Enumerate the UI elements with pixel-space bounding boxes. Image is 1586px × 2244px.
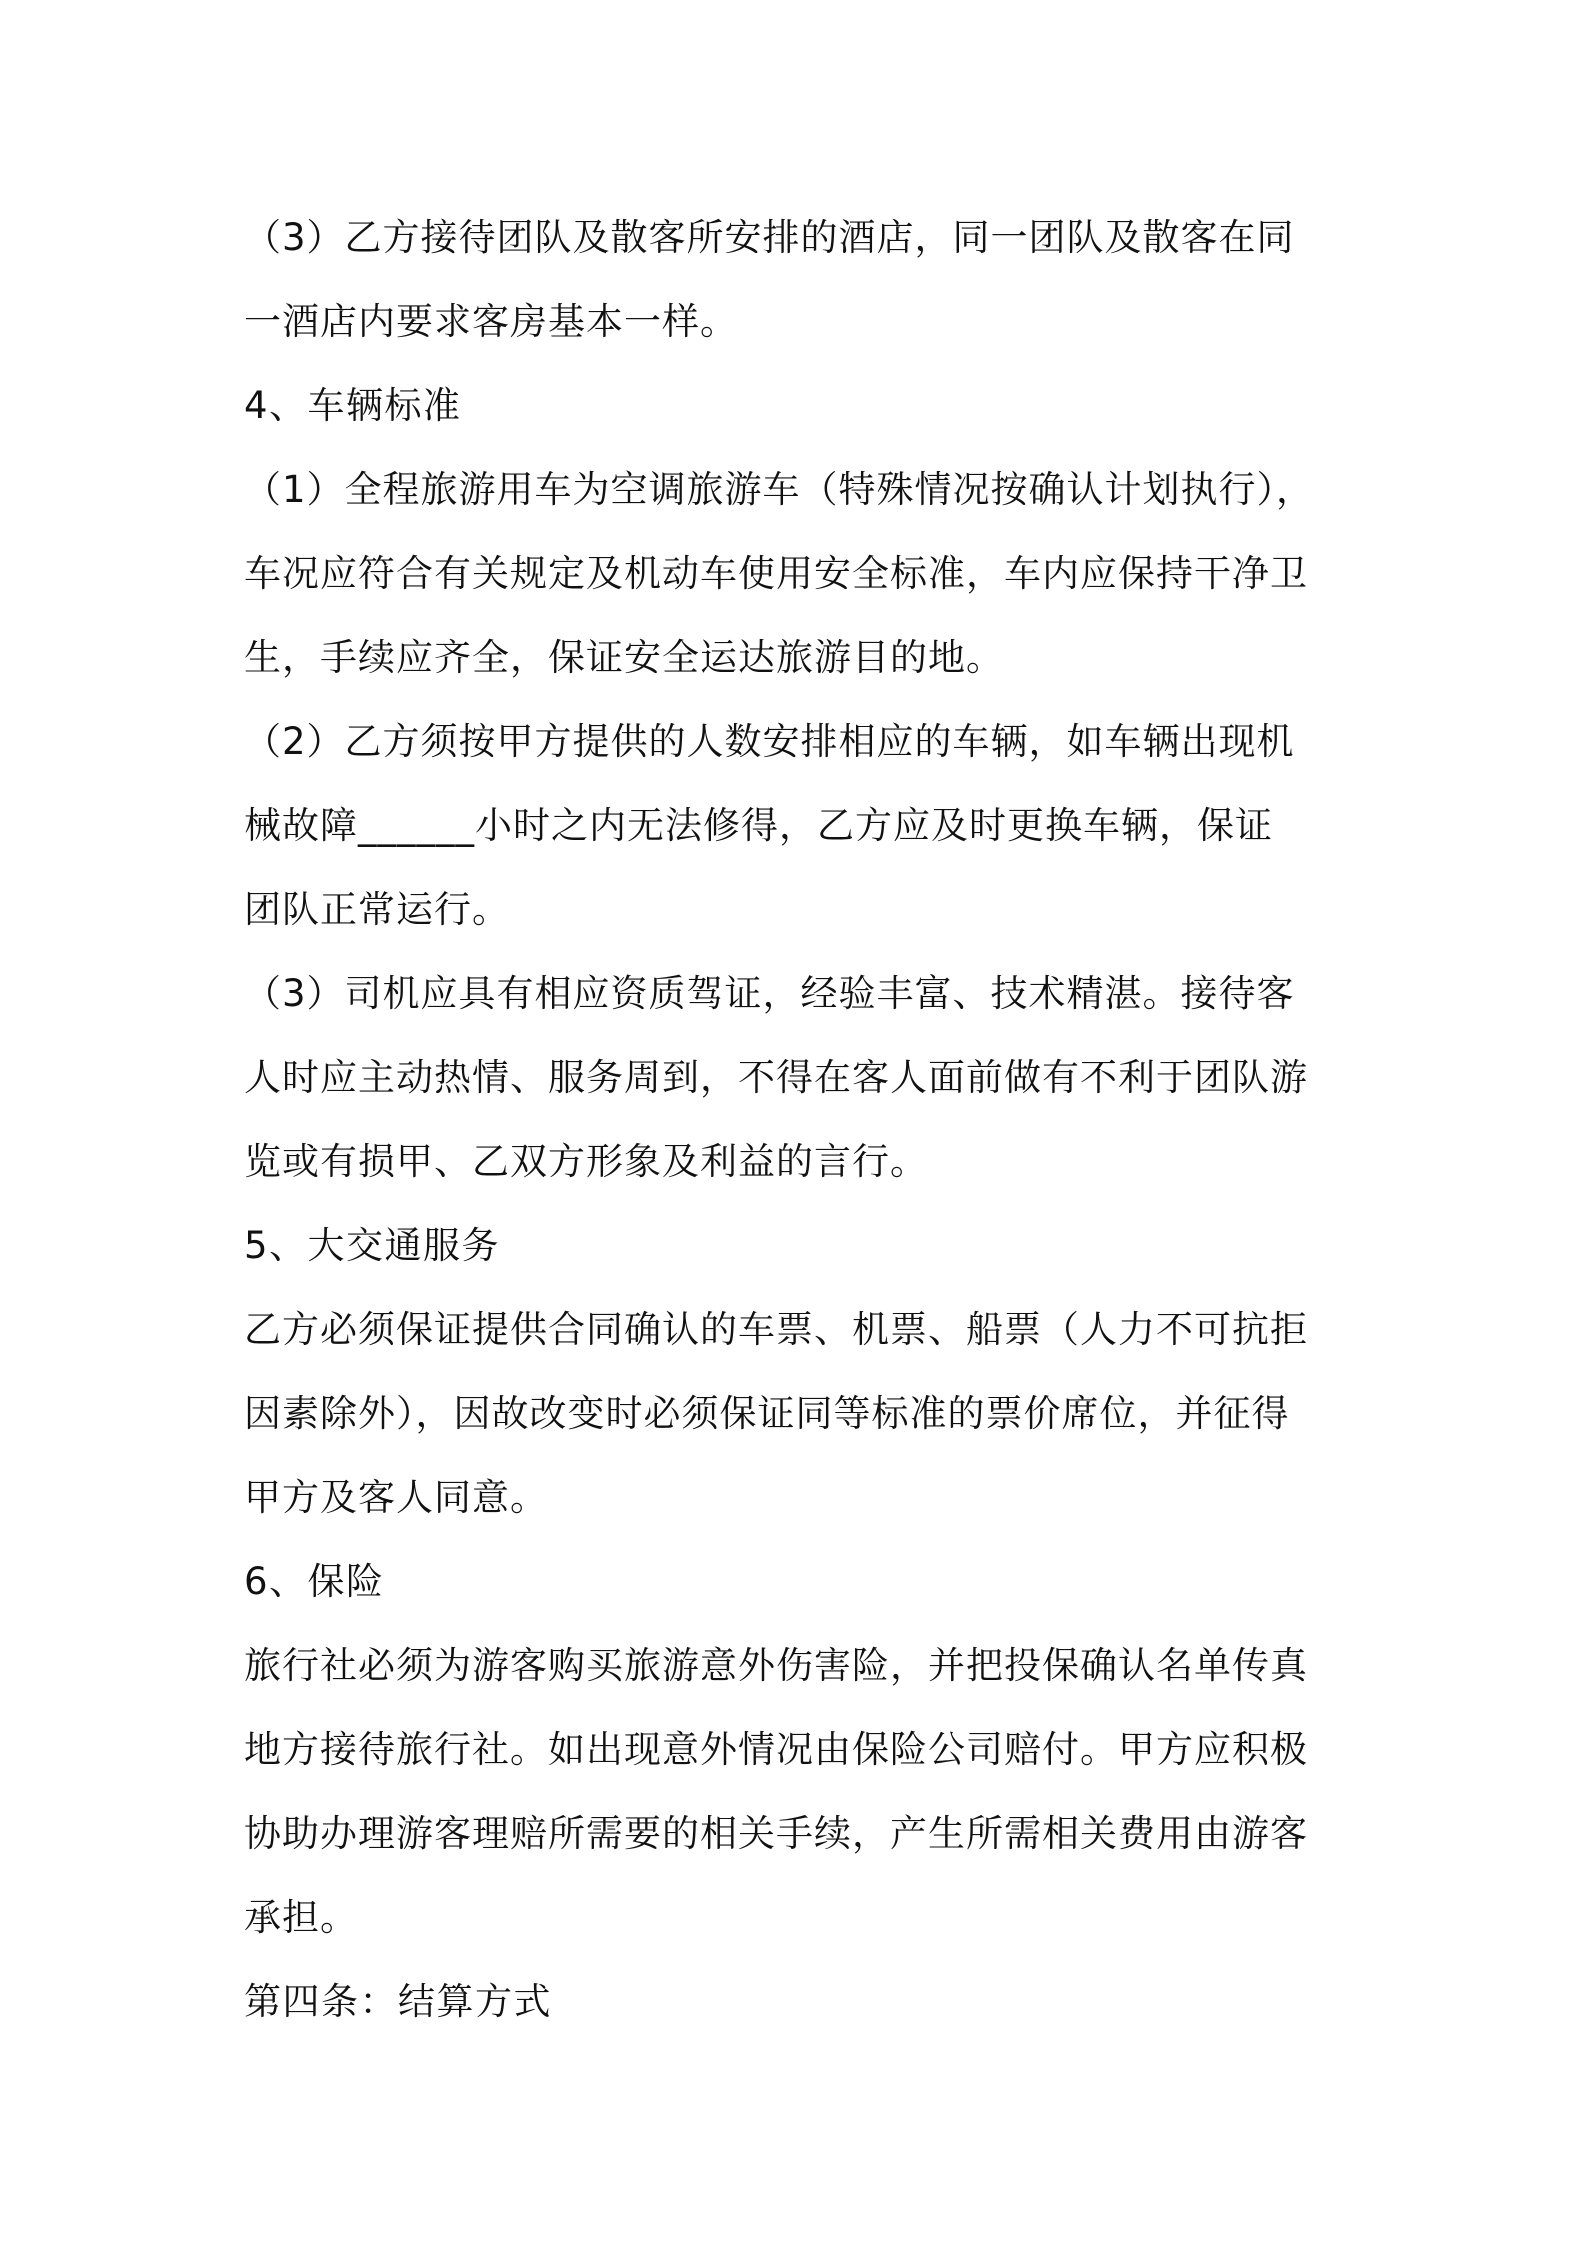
- paragraph-line: 生，手续应齐全，保证安全运达旅游目的地。: [244, 636, 1004, 679]
- paragraph-line: 一酒店内要求客房基本一样。: [244, 300, 738, 343]
- paragraph-line: 团队正常运行。: [244, 888, 510, 931]
- paragraph-line: （2）乙方须按甲方提供的人数安排相应的车辆，如车辆出现机: [244, 720, 1295, 763]
- section-heading: 6、保险: [244, 1560, 385, 1603]
- paragraph-line: 地方接待旅行社。如出现意外情况由保险公司赔付。甲方应积极: [244, 1728, 1308, 1771]
- document-page: [244, 196, 1354, 2044]
- paragraph-line: （3）乙方接待团队及散客所安排的酒店，同一团队及散客在同: [244, 216, 1295, 259]
- paragraph-line: 承担。: [244, 1896, 358, 1939]
- paragraph-line: （1）全程旅游用车为空调旅游车（特殊情况按确认计划执行），: [244, 468, 1315, 511]
- paragraph-line: 车况应符合有关规定及机动车使用安全标准，车内应保持干净卫: [244, 552, 1308, 595]
- paragraph-line: 乙方必须保证提供合同确认的车票、机票、船票（人力不可抗拒: [244, 1308, 1308, 1351]
- section-heading: 5、大交通服务: [244, 1224, 501, 1267]
- paragraph-line: 览或有损甲、乙双方形象及利益的言行。: [244, 1140, 928, 1183]
- paragraph-line: 甲方及客人同意。: [244, 1476, 548, 1519]
- paragraph-line: 协助办理游客理赔所需要的相关手续，产生所需相关费用由游客: [244, 1812, 1308, 1855]
- article-heading: 第四条：结算方式: [244, 1980, 552, 2023]
- paragraph-line: 人时应主动热情、服务周到，不得在客人面前做有不利于团队游: [244, 1056, 1308, 1099]
- paragraph-line: 因素除外），因故改变时必须保证同等标准的票价席位，并征得: [244, 1392, 1290, 1435]
- section-heading: 4、车辆标准: [244, 384, 462, 427]
- paragraph-line: （3）司机应具有相应资质驾证，经验丰富、技术精湛。接待客: [244, 972, 1295, 1015]
- paragraph-line: 械故障______小时之内无法修得，乙方应及时更换车辆，保证: [244, 804, 1273, 847]
- paragraph-line: 旅行社必须为游客购买旅游意外伤害险，并把投保确认名单传真: [244, 1644, 1308, 1687]
